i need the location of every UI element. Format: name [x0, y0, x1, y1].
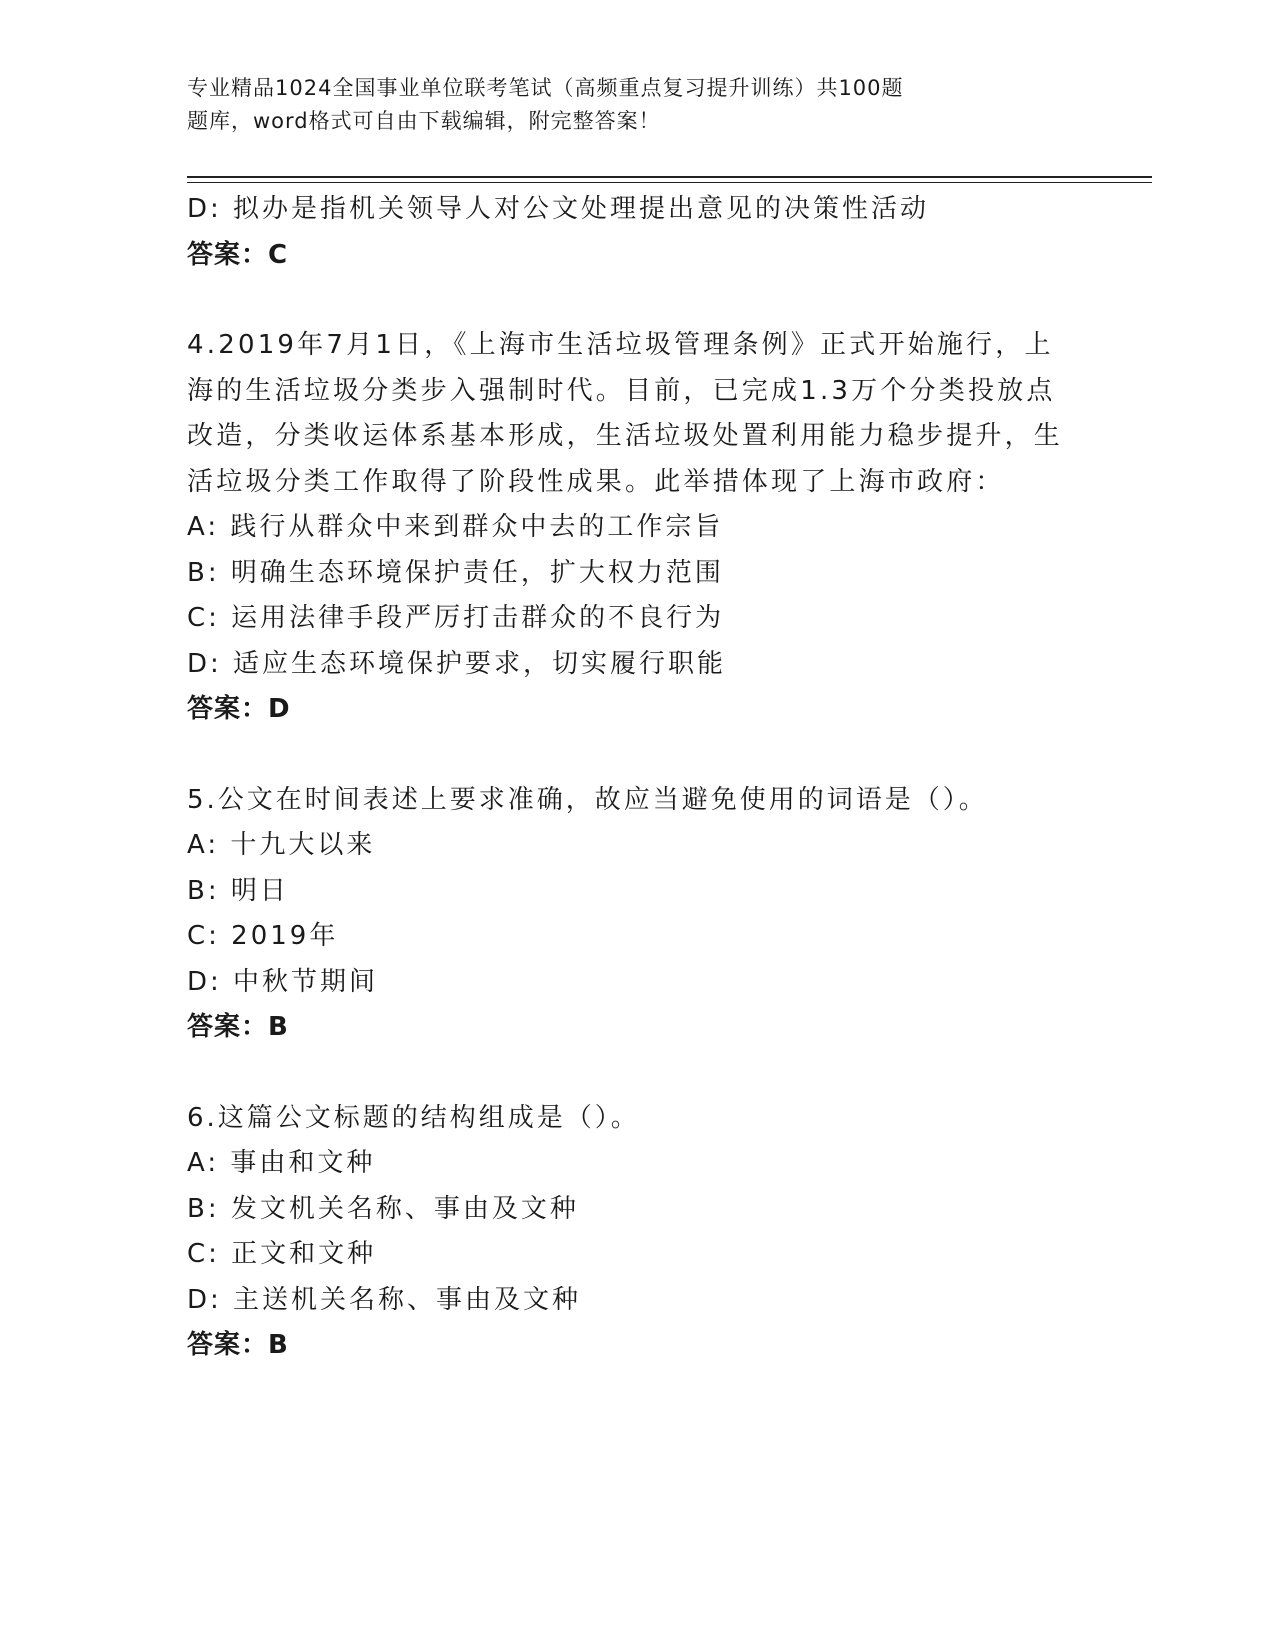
header-line-1: 专业精品1024全国事业单位联考笔试（高频重点复习提升训练）共100题: [187, 76, 904, 100]
question-4-option-c: C: 运用法律手段严厉打击群众的不良行为: [187, 603, 725, 633]
spacer: [187, 278, 1087, 323]
header-rule-thick: [187, 176, 1152, 178]
question-4-option-b: B: 明确生态环境保护责任，扩大权力范围: [187, 557, 724, 588]
question-4-answer: 答案：D: [187, 694, 291, 724]
question-4-option-d: D: 适应生态环境保护要求，切实履行职能: [187, 648, 727, 679]
question-4-line: 活垃圾分类工作取得了阶段性成果。此举措体现了上海市政府：: [187, 466, 1005, 497]
header-line-2: 题库，word格式可自由下载编辑，附完整答案！: [187, 109, 661, 133]
question-5-option-b: B: 明日: [187, 875, 289, 906]
question-5-option-a: A: 十九大以来: [187, 830, 376, 860]
question-5-answer: 答案：B: [187, 1012, 289, 1042]
header-rule-thin: [187, 182, 1152, 183]
spacer: [187, 733, 1087, 778]
question-6: 6.这篇公文标题的结构组成是（）。: [187, 1102, 640, 1133]
question-5: 5.公文在时间表述上要求准确，故应当避免使用的词语是（）。: [187, 784, 988, 815]
spacer: [187, 1051, 1087, 1096]
question-4-line: 改造，分类收运体系基本形成，生活垃圾处置利用能力稳步提升，生: [187, 421, 1064, 451]
question-6-option-a: A: 事由和文种: [187, 1148, 376, 1178]
question-4-line: 海的生活垃圾分类步入强制时代。目前，已完成1.3万个分类投放点: [187, 375, 1056, 406]
question-6-option-d: D: 主送机关名称、事由及文种: [187, 1284, 582, 1315]
document-body: [187, 187, 1087, 1369]
document-header: [187, 72, 1027, 138]
question-6-option-c: C: 正文和文种: [187, 1239, 377, 1269]
prev-option-d: D: 拟办是指机关领导人对公文处理提出意见的决策性活动: [187, 194, 930, 224]
question-5-option-c: C: 2019年: [187, 921, 339, 951]
question-6-option-b: B: 发文机关名称、事由及文种: [187, 1193, 579, 1224]
question-4: [187, 323, 1087, 505]
question-6-answer: 答案：B: [187, 1330, 289, 1360]
question-4-option-a: A: 践行从群众中来到群众中去的工作宗旨: [187, 512, 724, 542]
prev-answer: 答案：C: [187, 239, 289, 270]
question-4-line: 4.2019年7月1日，《上海市生活垃圾管理条例》正式开始施行，上: [187, 330, 1054, 360]
question-5-option-d: D: 中秋节期间: [187, 966, 379, 997]
